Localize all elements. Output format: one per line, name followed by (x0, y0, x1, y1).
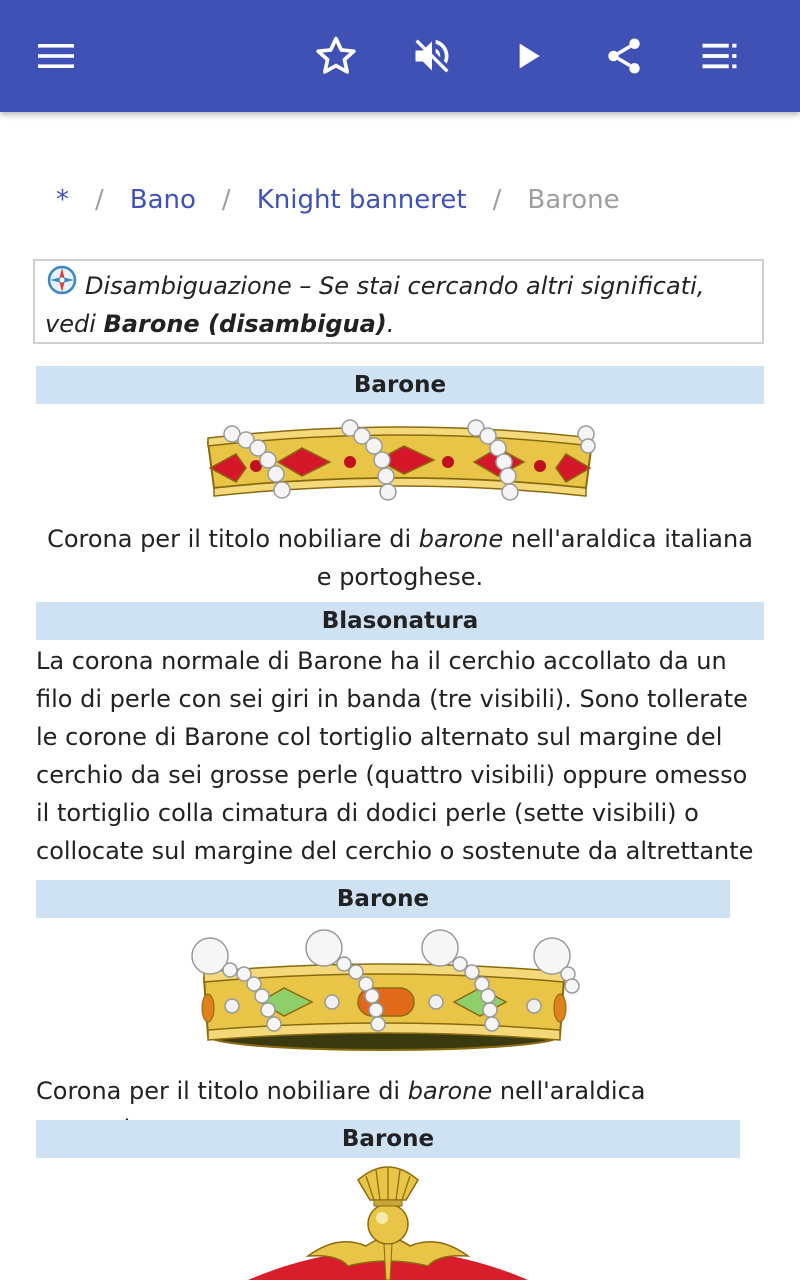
breadcrumb-link-knight-banneret[interactable]: Knight banneret (256, 185, 467, 215)
mute-button[interactable] (400, 24, 464, 88)
app-toolbar (0, 0, 800, 112)
star-outline-icon (314, 34, 358, 78)
breadcrumb-current: Barone (527, 185, 620, 215)
breadcrumb-separator: / (95, 185, 104, 215)
caption-text: nell'araldica italiana e portoghese. (316, 525, 753, 591)
play-icon (508, 36, 548, 76)
image-caption (36, 520, 764, 596)
blazon-paragraph: La corona normale di Barone ha il cerchio accollato da un filo di perle con sei giri in banda (tre visibili). Sono tollerate le corone di Barone col tortiglio alternato sul margine del cerchio da sei grosse perle (quattro visibili) oppure omesso il tortiglio colla cimatura di dodici perle (sette visibili) o collocate sul margine del cerchio o sostenute da altrettante (36, 647, 754, 865)
breadcrumb-link-bano[interactable]: Bano (129, 185, 196, 215)
disambiguation-end: . (386, 310, 395, 338)
list-icon (699, 35, 741, 77)
caption-text: Corona per il titolo nobiliare di (36, 1077, 408, 1105)
caption-text: nell'araldica (499, 1077, 646, 1105)
disambiguation-note (33, 259, 764, 344)
favorite-button[interactable] (304, 24, 368, 88)
menu-button[interactable] (24, 24, 88, 88)
baron-crown-cap-image (238, 1160, 538, 1280)
volume-off-icon (410, 34, 454, 78)
share-icon (603, 35, 645, 77)
spanish-baron-crown-image (184, 926, 584, 1056)
share-button[interactable] (592, 24, 656, 88)
italian-baron-crown-image (190, 410, 610, 510)
breadcrumb-home-link[interactable]: * (56, 185, 69, 215)
caption-emphasis: barone (407, 1077, 493, 1105)
menu-icon (36, 36, 76, 76)
disambiguation-link[interactable]: Barone (disambigua) (103, 310, 387, 338)
compass-icon (45, 263, 79, 297)
section-header-blasonatura: Blasonatura (36, 602, 764, 640)
disambiguation-text: Disambiguazione – Se stai cercando altri significati, vedi (45, 272, 705, 338)
caption-text: Corona per il titolo nobiliare di (47, 525, 419, 553)
caption-emphasis: barone (418, 525, 504, 553)
infobox-header: Barone (36, 1120, 740, 1158)
contents-button[interactable] (688, 24, 752, 88)
play-button[interactable] (496, 24, 560, 88)
infobox-header: Barone (36, 366, 764, 404)
breadcrumb (56, 180, 620, 220)
infobox-header: Barone (36, 880, 730, 918)
breadcrumb-separator: / (492, 185, 502, 215)
breadcrumb-separator: / (221, 185, 231, 215)
